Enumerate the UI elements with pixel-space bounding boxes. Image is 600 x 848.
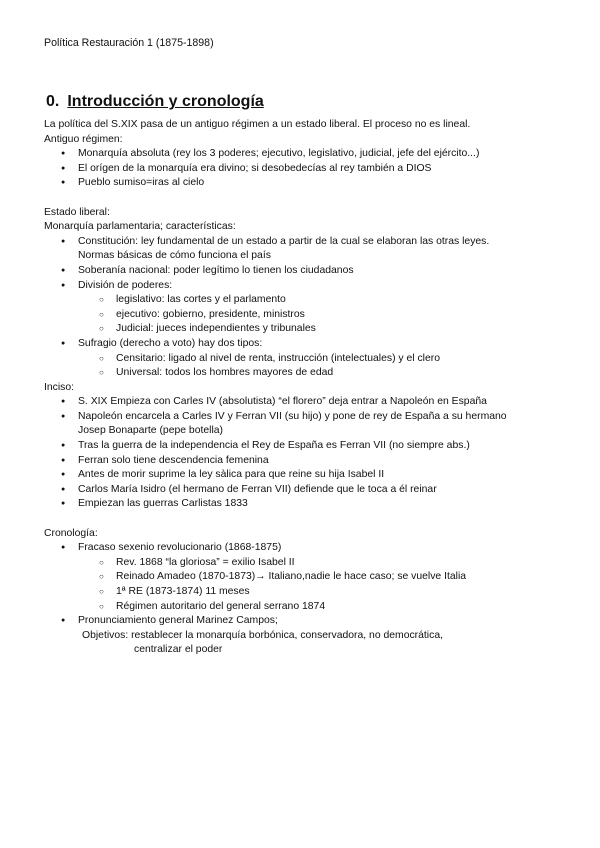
list-item: ● Ferran solo tiene descendencia femenina	[44, 454, 564, 469]
section-number: 0.	[46, 93, 60, 110]
inciso-label: Inciso:	[44, 381, 75, 393]
caracteristicas-list	[44, 235, 564, 293]
list-item: ● Antes de morir suprime la ley sàlica para que reine su hija Isabel II	[44, 468, 564, 483]
list-item: ● Sufragio (derecho a voto) hay dos tipos:	[44, 337, 564, 352]
list-item: ● Tras la guerra de la independencia el Rey de España es Ferran VII (no siempre abs.)	[44, 439, 564, 454]
document-body	[44, 118, 564, 658]
list-item: ● Napoleón encarcela a Carles IV y Ferran VII (su hijo) y pone de rey de España a su hermano Josep Bonaparte (pepe botella)	[44, 410, 564, 439]
estado-liberal-label: Estado liberal:	[44, 206, 110, 218]
list-item: ● Empiezan las guerras Carlistas 1833	[44, 497, 564, 512]
list-item: ○ Censitario: ligado al nivel de renta, instrucción (intelectuales) y el clero	[44, 352, 564, 367]
list-item: ● Fracaso sexenio revolucionario (1868-1875)	[44, 541, 564, 556]
list-item: ○ Reinado Amadeo (1870-1873)→ Italiano,nadie le hace caso; se vuelve Italia	[44, 570, 564, 585]
list-item: ● Pronunciamiento general Marinez Campos;	[44, 614, 564, 629]
document-header: Política Restauración 1 (1875-1898)	[44, 37, 214, 49]
objetivos-continuation: centralizar el poder	[134, 644, 223, 656]
sexenio-list	[44, 556, 564, 614]
list-item: ○ Régimen autoritario del general serrano 1874	[44, 600, 564, 615]
antiguo-regimen-label: Antiguo régimen:	[44, 133, 123, 145]
list-item: ● Constitución: ley fundamental de un estado a partir de la cual se elaboran las otras leyes. Normas básicas de cómo funciona el país	[44, 235, 564, 264]
list-item: ○ Judicial: jueces independientes y tribunales	[44, 322, 564, 337]
inciso-list	[44, 395, 564, 512]
list-item: ● Soberanía nacional: poder legítimo lo tienen los ciudadanos	[44, 264, 564, 279]
list-item: ● División de poderes:	[44, 279, 564, 294]
list-item: ○ ejecutivo: gobierno, presidente, ministros	[44, 308, 564, 323]
sufragio-list	[44, 352, 564, 381]
list-item: ○ 1ª RE (1873-1874) 11 meses	[44, 585, 564, 600]
section-heading	[46, 93, 264, 111]
objetivos-line: Objetivos: restablecer la monarquía borbónica, conservadora, no democrática,	[82, 629, 443, 641]
list-item: ● El orígen de la monarquía era divino; si desobedecías al rey también a DIOS	[44, 162, 564, 177]
poderes-list	[44, 293, 564, 337]
list-item: ○ Rev. 1868 “la gloriosa” = exilio Isabel II	[44, 556, 564, 571]
list-item: ● S. XIX Empieza con Carles IV (absolutista) “el florero” deja entrar a Napoleón en España	[44, 395, 564, 410]
list-item: ● Pueblo sumiso=iras al cielo	[44, 176, 564, 191]
cronologia-label: Cronología:	[44, 527, 98, 539]
list-item: ● Carlos María Isidro (el hermano de Ferran VII) defiende que le toca a él reinar	[44, 483, 564, 498]
section-title: Introducción y cronología	[67, 93, 264, 110]
list-item: ○ Universal: todos los hombres mayores de edad	[44, 366, 564, 381]
monarquia-parlamentaria-label: Monarquía parlamentaria; características:	[44, 221, 236, 233]
intro-paragraph: La política del S.XIX pasa de un antiguo régimen a un estado liberal. El proceso no es lineal.	[44, 119, 471, 130]
list-item: ● Monarquía absoluta (rey los 3 poderes; ejecutivo, legislativo, judicial, jefe del ejército...)	[44, 147, 564, 162]
antiguo-regimen-list	[44, 147, 564, 191]
list-item: ○ legislativo: las cortes y el parlamento	[44, 293, 564, 308]
